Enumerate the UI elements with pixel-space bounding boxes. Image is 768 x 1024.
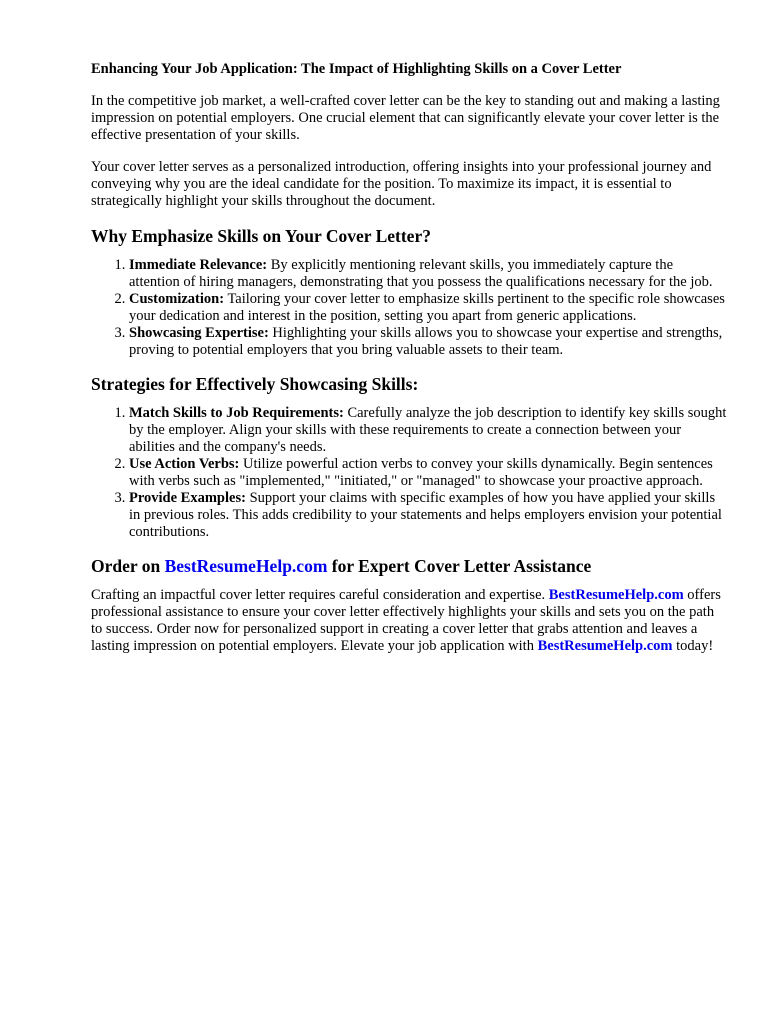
- section-heading-why-emphasize: Why Emphasize Skills on Your Cover Letter?: [91, 226, 431, 246]
- order-para-middle: offers professional assistance to ensure your cover letter effectively highlights your skills and sets you on the path to success. Order now for personalized support in creating a cover letter that grabs attention and leaves a lasting impression on potential employers. Elevate your job application with: [91, 587, 721, 654]
- section-heading-strategies: Strategies for Effectively Showcasing Skills:: [91, 374, 419, 394]
- intro-paragraph-1: In the competitive job market, a well-crafted cover letter can be the key to standing out and making a lasting impression on potential employers. One crucial element that can significantly elevate your cover letter is the effective presentation of your skills.: [91, 93, 720, 143]
- order-heading-prefix: Order on: [91, 556, 165, 576]
- list-item: [129, 405, 727, 456]
- list-item-term: Provide Examples:: [129, 490, 246, 506]
- list-item: [129, 490, 727, 541]
- document-title: Enhancing Your Job Application: The Impact of Highlighting Skills on a Cover Letter: [91, 61, 622, 77]
- list-item: [129, 456, 727, 490]
- list-item-text: By explicitly mentioning relevant skills, you immediately capture the attention of hiring managers, demonstrating that you possess the qualifications necessary for the job.: [129, 257, 713, 290]
- order-para-start: Crafting an impactful cover letter requires careful consideration and expertise.: [91, 587, 549, 603]
- list-item-term: Customization:: [129, 291, 225, 307]
- order-para-end: today!: [672, 638, 714, 654]
- document-page: [91, 60, 727, 670]
- bestresumehelp-link-1[interactable]: BestResumeHelp.com: [548, 587, 684, 603]
- list-item-text: Utilize powerful action verbs to convey your skills dynamically. Begin sentences with verbs such as "implemented," "initiated," or "managed" to showcase your proactive approach.: [129, 456, 713, 489]
- list-item: [129, 257, 727, 291]
- list-item-text: Tailoring your cover letter to emphasize skills pertinent to the specific role showcases your dedication and interest in the position, setting you apart from generic applications.: [129, 291, 725, 324]
- intro-paragraph-2: Your cover letter serves as a personalized introduction, offering insights into your professional journey and conveying why you are the ideal candidate for the position. To maximize its impact, it is essential to strategically highlight your skills throughout the document.: [91, 159, 712, 209]
- list-item-term: Immediate Relevance:: [129, 257, 268, 273]
- list-item: [129, 325, 727, 359]
- bestresumehelp-link-2[interactable]: BestResumeHelp.com: [537, 638, 673, 654]
- order-heading-suffix: for Expert Cover Letter Assistance: [327, 556, 592, 576]
- strategies-list: [91, 405, 727, 541]
- order-paragraph: [91, 587, 727, 655]
- list-item-term: Match Skills to Job Requirements:: [129, 405, 344, 421]
- list-item-text: Support your claims with specific examples of how you have applied your skills in previous roles. This adds credibility to your statements and helps employers envision your potential contributions.: [129, 490, 722, 540]
- order-heading-link[interactable]: BestResumeHelp.com: [164, 556, 328, 576]
- list-item-term: Showcasing Expertise:: [129, 325, 269, 341]
- list-item: [129, 291, 727, 325]
- reasons-list: [91, 257, 727, 359]
- list-item-text: Carefully analyze the job description to identify key skills sought by the employer. Align your skills with these requirements to create a connection between your abilities and the company's needs.: [129, 405, 727, 455]
- section-heading-order: [91, 555, 727, 577]
- list-item-text: Highlighting your skills allows you to showcase your expertise and strengths, proving to potential employers that you bring valuable assets to their team.: [129, 325, 723, 358]
- list-item-term: Use Action Verbs:: [129, 456, 240, 472]
